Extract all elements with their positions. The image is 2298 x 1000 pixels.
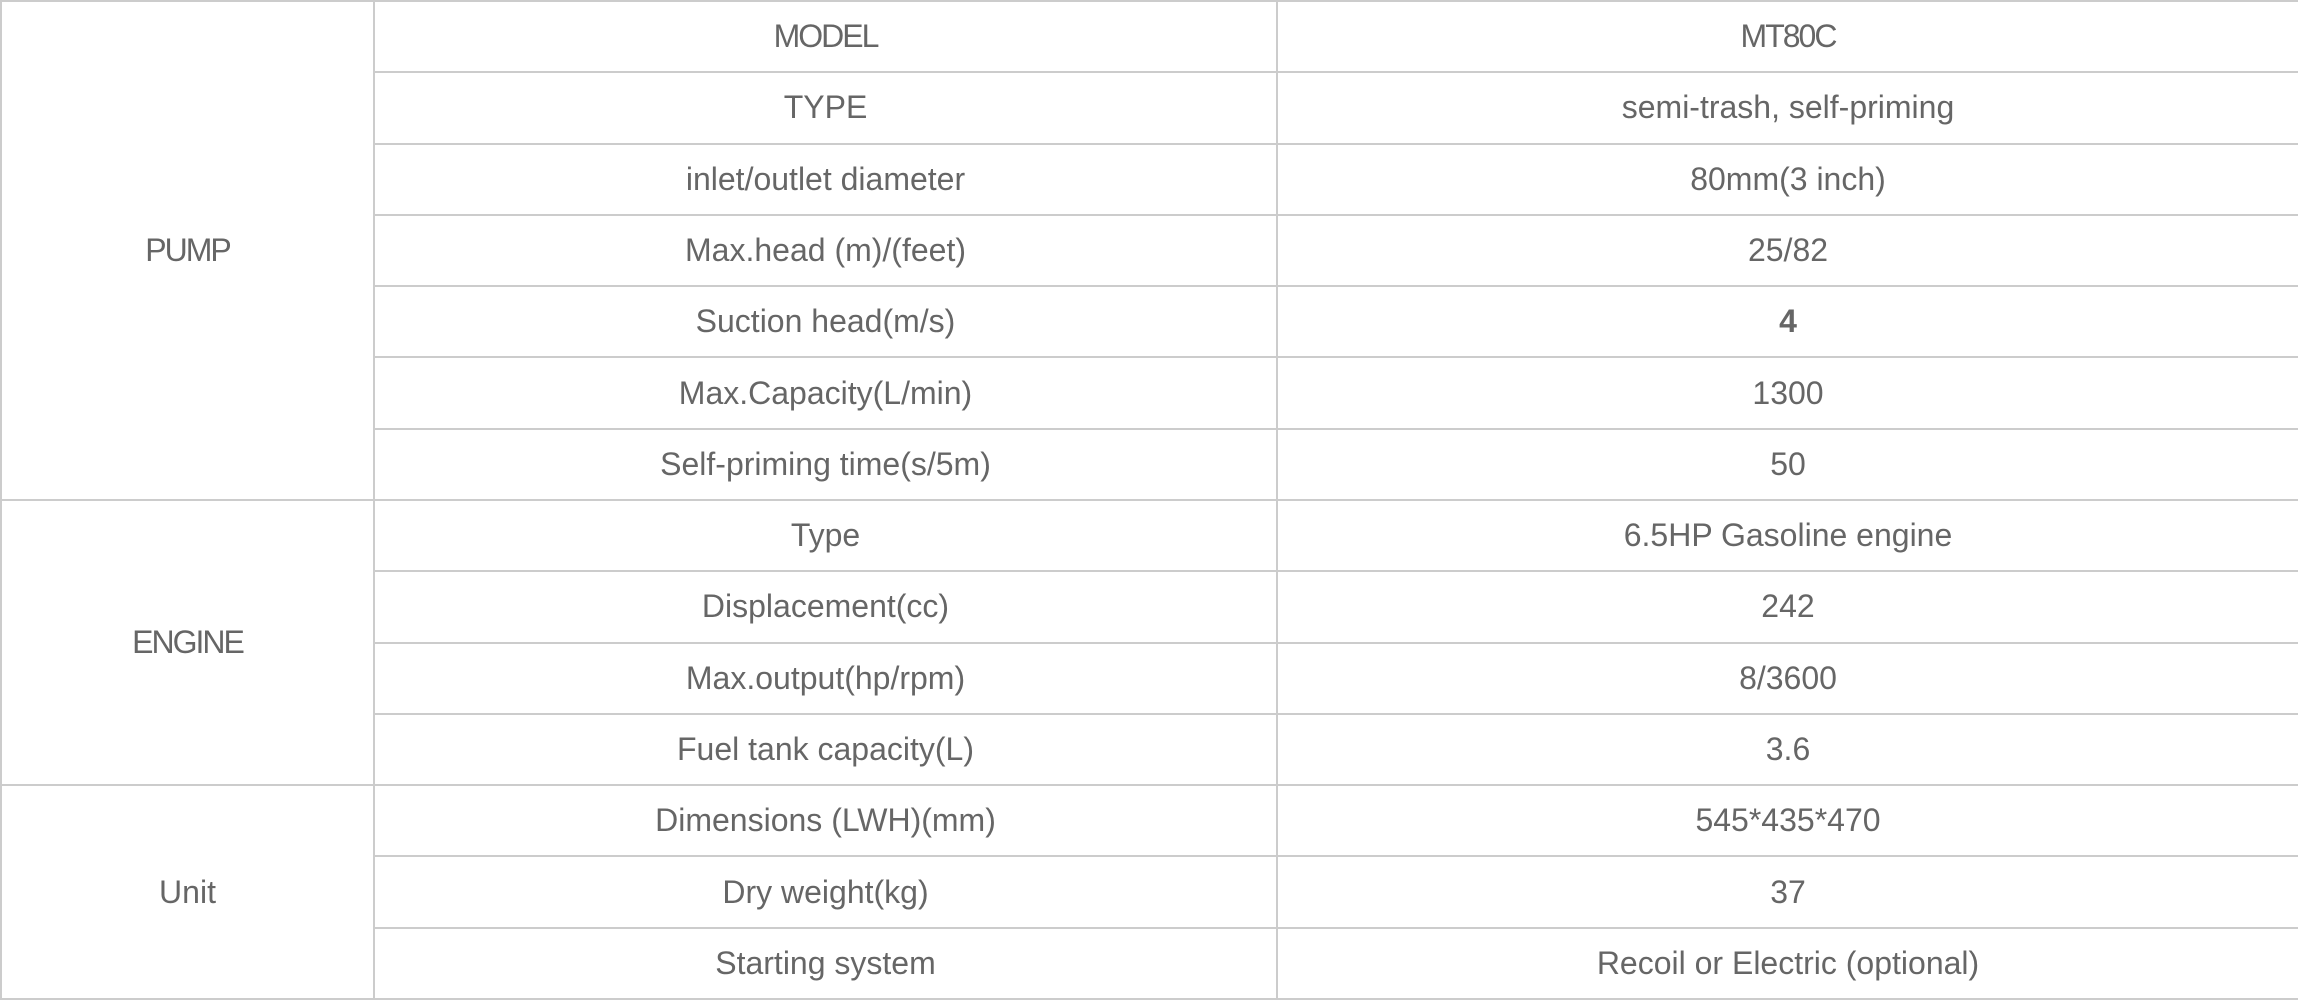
- param-value: 4: [1277, 286, 2298, 357]
- param-value: Recoil or Electric (optional): [1277, 928, 2298, 999]
- param-value: MT80C: [1277, 1, 2298, 72]
- param-label: Suction head(m/s): [374, 286, 1277, 357]
- param-value: semi-trash, self-priming: [1277, 72, 2298, 143]
- param-value: 8/3600: [1277, 643, 2298, 714]
- param-value: 242: [1277, 571, 2298, 642]
- param-value: 3.6: [1277, 714, 2298, 785]
- param-value: 37: [1277, 856, 2298, 927]
- param-label: Max.Capacity(L/min): [374, 357, 1277, 428]
- param-label: Max.output(hp/rpm): [374, 643, 1277, 714]
- param-label: Starting system: [374, 928, 1277, 999]
- param-label: Displacement(cc): [374, 571, 1277, 642]
- param-label: Self-priming time(s/5m): [374, 429, 1277, 500]
- table-row: [1, 500, 2298, 571]
- group-label-unit: Unit: [1, 785, 374, 999]
- param-label: MODEL: [374, 1, 1277, 72]
- param-label: inlet/outlet diameter: [374, 144, 1277, 215]
- param-label: Dry weight(kg): [374, 856, 1277, 927]
- param-value: 50: [1277, 429, 2298, 500]
- table-row: [1, 785, 2298, 856]
- group-label-pump: PUMP: [1, 1, 374, 500]
- param-label: Max.head (m)/(feet): [374, 215, 1277, 286]
- param-label: Dimensions (LWH)(mm): [374, 785, 1277, 856]
- param-label: Type: [374, 500, 1277, 571]
- group-label-engine: ENGINE: [1, 500, 374, 785]
- param-label: Fuel tank capacity(L): [374, 714, 1277, 785]
- param-value: 80mm(3 inch): [1277, 144, 2298, 215]
- param-value: 25/82: [1277, 215, 2298, 286]
- table-row: [1, 1, 2298, 72]
- param-value: 545*435*470: [1277, 785, 2298, 856]
- param-label: TYPE: [374, 72, 1277, 143]
- param-value: 1300: [1277, 357, 2298, 428]
- param-value: 6.5HP Gasoline engine: [1277, 500, 2298, 571]
